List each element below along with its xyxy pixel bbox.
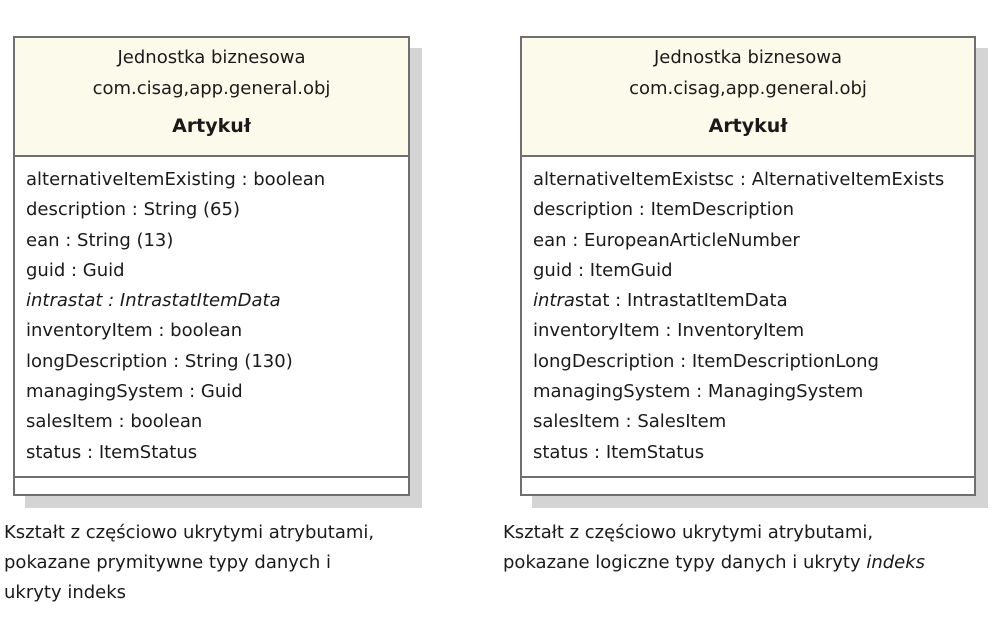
attribute-row[interactable] xyxy=(15,256,408,286)
attribute-text: inventoryItem : boolean xyxy=(26,320,243,342)
attribute-row[interactable] xyxy=(522,347,974,377)
attribute-text: description : String (65) xyxy=(26,199,240,221)
attribute-text: ean : String (13) xyxy=(26,229,174,251)
attribute-text: description : ItemDescription xyxy=(533,199,795,221)
attribute-text: guid : ItemGuid xyxy=(533,259,673,281)
attribute-text: salesItem : SalesItem xyxy=(533,411,727,433)
attribute-text: ean : EuropeanArticleNumber xyxy=(533,229,800,251)
attribute-row[interactable] xyxy=(15,377,408,407)
attribute-row[interactable] xyxy=(522,286,974,316)
attribute-row[interactable] xyxy=(522,316,974,346)
attribute-row[interactable] xyxy=(522,195,974,225)
caption-right xyxy=(503,518,993,578)
attribute-text: salesItem : boolean xyxy=(26,411,203,433)
caption-right-text: Kształt z częściowo ukrytymi atrybutami, pokazane logiczne typy danych i ukryty xyxy=(503,522,874,573)
class-package: com.cisag,app.general.obj xyxy=(92,78,331,99)
attribute-row[interactable] xyxy=(522,226,974,256)
attribute-text-italic: intrastat : IntrastatItemData xyxy=(26,290,281,312)
attribute-row[interactable] xyxy=(522,377,974,407)
attribute-row[interactable] xyxy=(15,407,408,437)
uml-class-box-left[interactable] xyxy=(13,36,410,496)
attribute-text: managingSystem : ManagingSystem xyxy=(533,381,864,403)
attribute-row[interactable] xyxy=(522,407,974,437)
attribute-text: longDescription : String (130) xyxy=(26,350,293,372)
uml-class-box-right[interactable] xyxy=(520,36,976,496)
attribute-row[interactable] xyxy=(15,165,408,195)
operations-compartment xyxy=(15,478,408,494)
attribute-row[interactable] xyxy=(15,347,408,377)
attributes-compartment xyxy=(15,155,408,478)
attribute-text: alternativeItemExisting : boolean xyxy=(26,169,326,190)
caption-right-italic: indeks xyxy=(866,552,926,573)
attribute-row[interactable] xyxy=(522,256,974,286)
class-stereotype: Jednostka biznesowa xyxy=(653,47,843,68)
attribute-text-italic: intra xyxy=(533,290,575,312)
attribute-text: managingSystem : Guid xyxy=(26,381,243,403)
attribute-row[interactable] xyxy=(15,438,408,468)
operations-compartment xyxy=(522,478,974,494)
class-stereotype: Jednostka biznesowa xyxy=(117,47,306,68)
class-header xyxy=(15,38,408,157)
attribute-row[interactable] xyxy=(15,316,408,346)
attribute-row[interactable] xyxy=(15,286,408,316)
attribute-text: stat : IntrastatItemData xyxy=(574,290,788,312)
attribute-row[interactable] xyxy=(522,438,974,468)
class-package: com.cisag,app.general.obj xyxy=(629,78,867,99)
caption-left: Kształt z częściowo ukrytymi atrybutami, pokazane prymitywne typy danych i ukryty indeks xyxy=(4,522,375,603)
attribute-row[interactable] xyxy=(15,226,408,256)
attribute-text: longDescription : ItemDescriptionLong xyxy=(533,350,879,372)
attribute-text: status : ItemStatus xyxy=(26,441,198,463)
attribute-row[interactable] xyxy=(15,195,408,225)
attribute-text: inventoryItem : InventoryItem xyxy=(533,320,805,342)
attributes-compartment xyxy=(522,155,974,478)
class-header xyxy=(522,38,974,157)
attribute-text: alternativeItemExistsc : AlternativeItemExists xyxy=(533,169,945,190)
class-name: Artykuł xyxy=(172,115,251,137)
attribute-text: status : ItemStatus xyxy=(533,441,705,463)
attribute-row[interactable] xyxy=(522,165,974,195)
attribute-text: guid : Guid xyxy=(26,259,125,281)
class-name: Artykuł xyxy=(708,115,788,137)
